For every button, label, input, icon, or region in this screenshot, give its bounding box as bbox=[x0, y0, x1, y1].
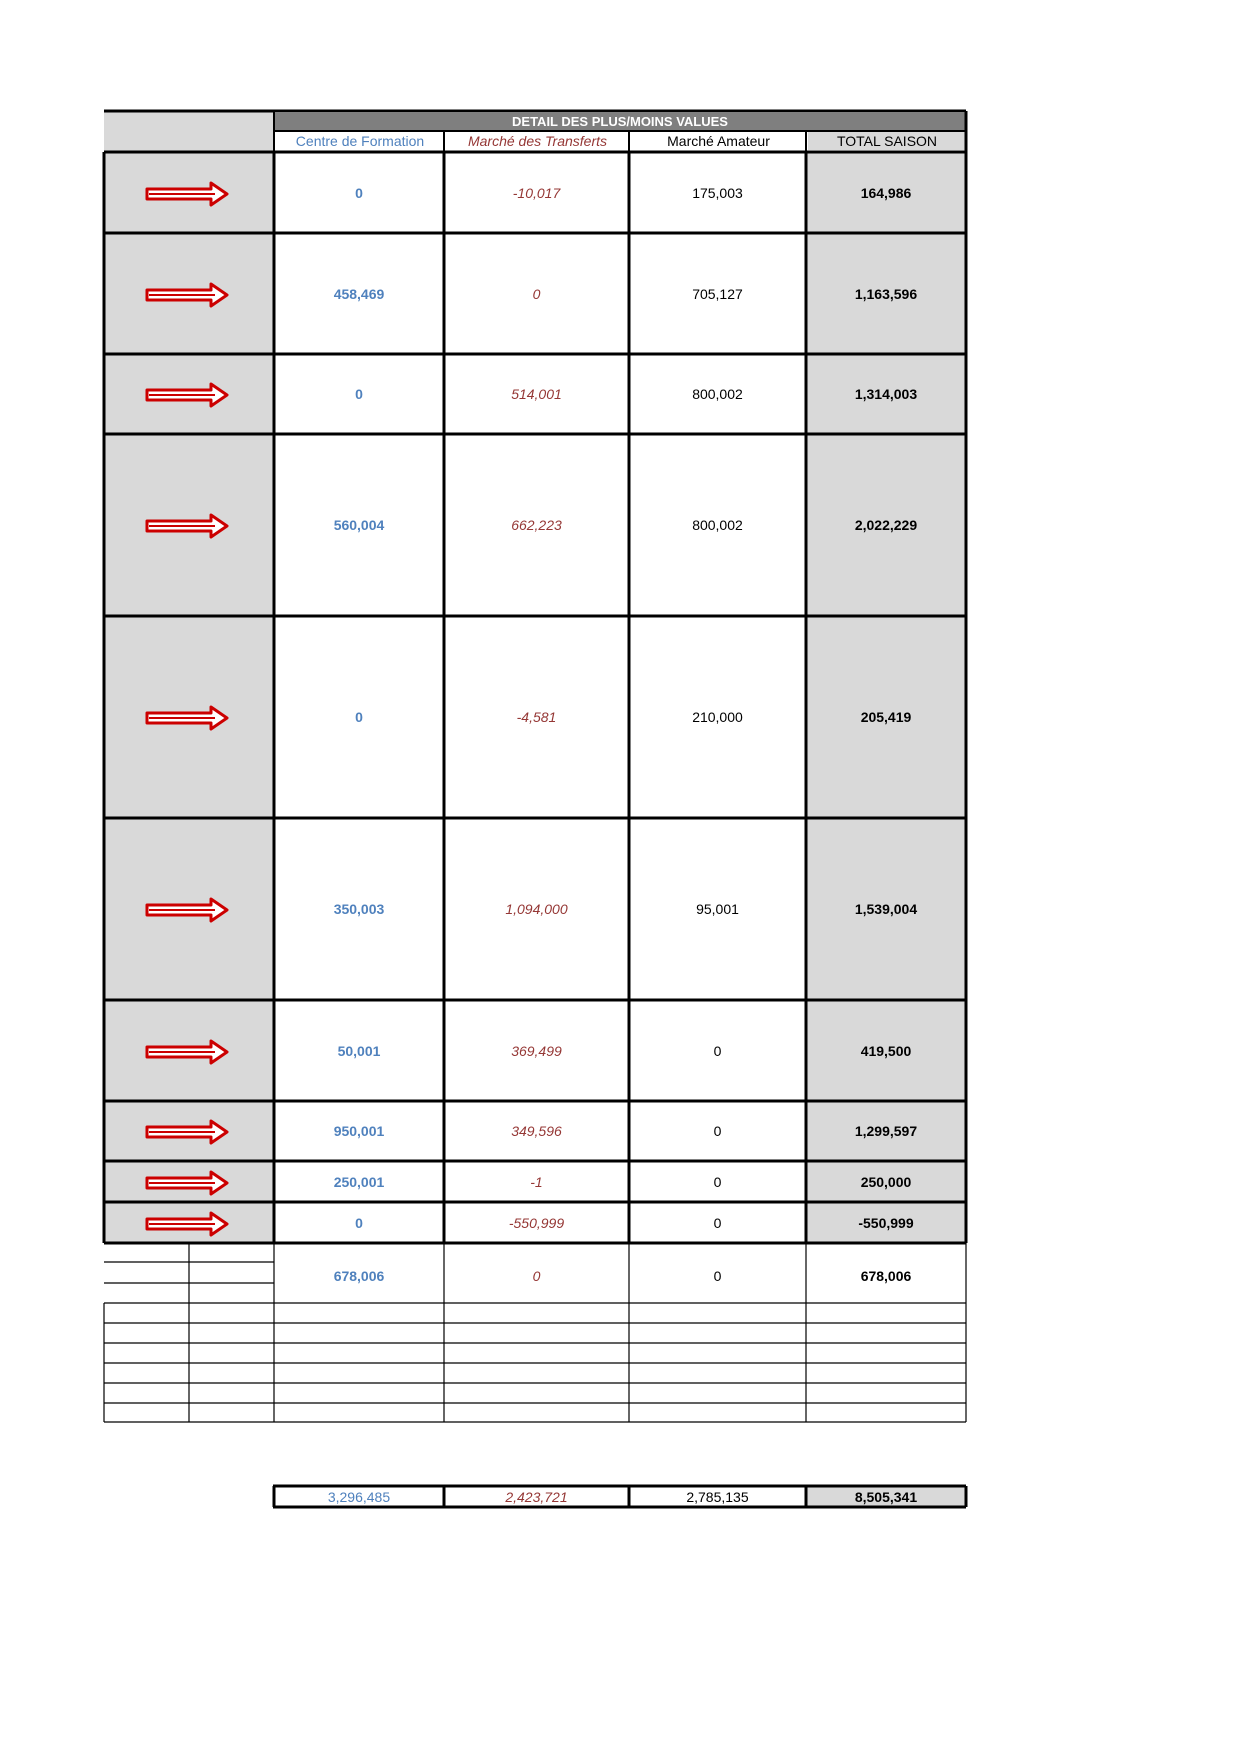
row-amateur-cell: 210,000 bbox=[692, 709, 743, 725]
grand-total-transferts: 2,423,721 bbox=[505, 1489, 568, 1505]
row-amateur-cell: 0 bbox=[713, 1123, 722, 1139]
row-amateur-cell: 800,002 bbox=[692, 386, 743, 402]
row-transferts-cell: 662,223 bbox=[511, 517, 562, 533]
row-formation-cell: 0 bbox=[355, 386, 363, 402]
row-amateur-cell: 800,002 bbox=[692, 517, 743, 533]
row-total-cell: 250,000 bbox=[806, 1161, 966, 1202]
row-total-cell: 1,314,003 bbox=[806, 354, 966, 434]
row-formation-cell: 950,001 bbox=[333, 1123, 385, 1139]
row-amateur-cell: 0 bbox=[713, 1173, 722, 1190]
row-total-cell: 164,986 bbox=[806, 152, 966, 233]
row-total-cell: 1,539,004 bbox=[806, 818, 966, 1000]
row-transferts-cell: -4,581 bbox=[516, 709, 557, 725]
row-transferts-cell: 369,499 bbox=[511, 1042, 562, 1059]
row-formation-cell: 350,003 bbox=[333, 901, 385, 917]
extra-transferts-cell: 0 bbox=[532, 1267, 541, 1284]
grand-total-saison: 8,505,341 bbox=[806, 1487, 966, 1507]
row-formation-cell: 0 bbox=[355, 709, 363, 725]
grand-total-formation: 3,296,485 bbox=[327, 1489, 391, 1505]
row-total-cell: 1,163,596 bbox=[806, 233, 966, 354]
extra-formation-cell: 678,006 bbox=[333, 1267, 385, 1284]
row-amateur-cell: 0 bbox=[713, 1214, 722, 1231]
row-amateur-cell: 95,001 bbox=[696, 901, 739, 917]
row-formation-cell: 0 bbox=[355, 184, 363, 201]
col-header-formation: Centre de Formation bbox=[295, 133, 425, 149]
row-amateur-cell: 175,003 bbox=[692, 184, 743, 201]
row-formation-cell: 50,001 bbox=[337, 1042, 381, 1059]
extra-total-cell: 678,006 bbox=[860, 1267, 912, 1284]
row-transferts-cell: 514,001 bbox=[511, 386, 562, 402]
row-amateur-cell: 0 bbox=[713, 1042, 722, 1059]
grand-total-amateur: 2,785,135 bbox=[686, 1489, 749, 1505]
row-total-cell: 419,500 bbox=[806, 1000, 966, 1101]
row-transferts-cell: 0 bbox=[532, 285, 541, 302]
col-header-transferts: Marché des Transferts bbox=[467, 133, 607, 149]
row-transferts-cell: -10,017 bbox=[512, 184, 561, 201]
col-header-amateur: Marché Amateur bbox=[667, 133, 770, 149]
extra-amateur-cell: 0 bbox=[713, 1267, 722, 1284]
row-formation-cell: 250,001 bbox=[333, 1173, 385, 1190]
row-transferts-cell: 1,094,000 bbox=[505, 901, 568, 917]
row-total-cell: 205,419 bbox=[806, 616, 966, 818]
row-total-cell: -550,999 bbox=[806, 1202, 966, 1243]
col-header-total: TOTAL SAISON bbox=[808, 132, 966, 150]
row-formation-cell: 560,004 bbox=[333, 517, 385, 533]
table-title: DETAIL DES PLUS/MOINS VALUES bbox=[274, 113, 966, 131]
row-total-cell: 1,299,597 bbox=[806, 1101, 966, 1161]
row-transferts-cell: -1 bbox=[530, 1173, 543, 1190]
row-formation-cell: 458,469 bbox=[333, 285, 385, 302]
row-transferts-cell: -550,999 bbox=[508, 1214, 565, 1231]
row-formation-cell: 0 bbox=[355, 1214, 363, 1231]
row-total-cell: 2,022,229 bbox=[806, 434, 966, 616]
row-amateur-cell: 705,127 bbox=[692, 285, 743, 302]
row-transferts-cell: 349,596 bbox=[511, 1123, 562, 1139]
